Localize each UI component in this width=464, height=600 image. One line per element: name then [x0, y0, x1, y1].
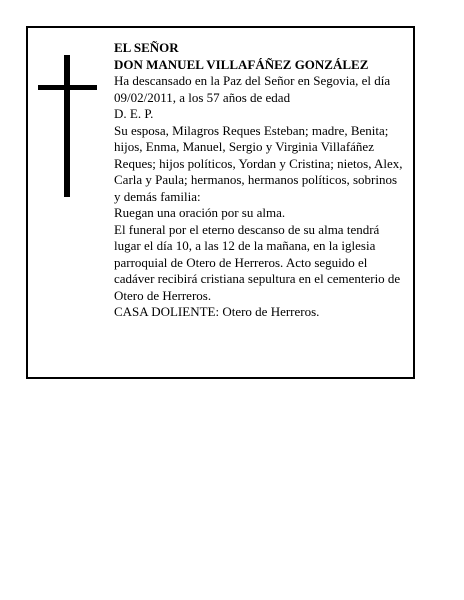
prayer-request: Ruegan una oración por su alma.	[114, 205, 286, 220]
deceased-name: DON MANUEL VILLAFÁÑEZ GONZÁLEZ	[114, 56, 369, 72]
family-list: Su esposa, Milagros Reques Esteban; madre, Benita; hijos, Enma, Manuel, Sergio y Virginia Villafáñez Reques; hijos políticos, Yordan y Cristina; nietos, Alex, Carla y Paula; hermanos, hermanos políticos, sobrinos y demás familia:	[114, 122, 403, 204]
passing-statement: Ha descansado en la Paz del Señor en Segovia, el día 09/02/2011, a los 57 años de edad	[114, 73, 391, 105]
title-line-1: EL SEÑOR	[114, 40, 179, 55]
mourning-house: CASA DOLIENTE: Otero de Herreros.	[114, 304, 320, 319]
funeral-details: El funeral por el eterno descanso de su alma tendrá lugar el día 10, a las 12 de la mañana, en la iglesia parroquial de Otero de Herreros. Acto seguido el cadáver recibirá cristiana sepultura en el cementerio de Otero de Herreros.	[114, 221, 401, 303]
cross-horizontal-bar	[38, 85, 97, 90]
cross-vertical-bar	[64, 55, 70, 197]
obituary-text	[114, 40, 406, 321]
rest-in-peace: D. E. P.	[114, 106, 154, 121]
